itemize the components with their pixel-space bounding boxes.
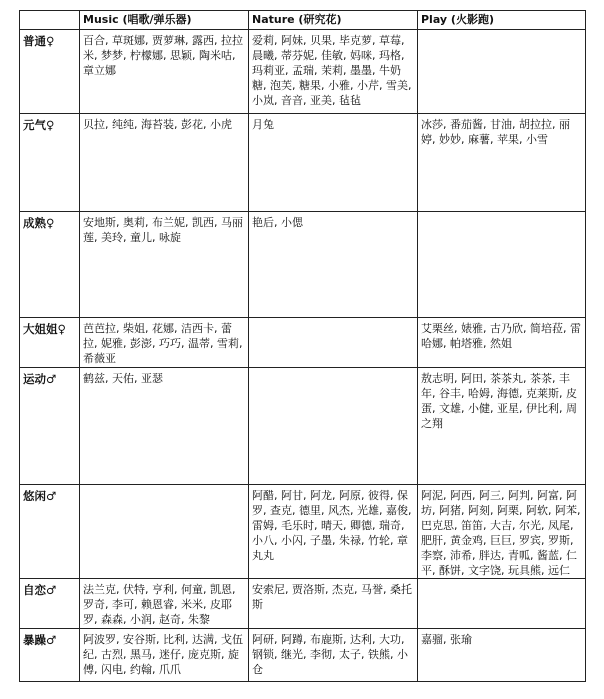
table-cell-music: 芭芭拉, 柴姐, 花娜, 洁西卡, 蕾拉, 妮雅, 彭澎, 巧巧, 温蒂, 雪莉, 希薇亚 [80,318,249,368]
table-cell-nature: 阿研, 阿蹲, 布鹿斯, 达利, 大功, 钢锁, 继光, 李彻, 太子, 铁熊, 小仓 [249,629,418,682]
table-cell-nature [249,318,418,368]
table-cell-nature: 月兔 [249,114,418,212]
table-cell-nature: 阿醋, 阿甘, 阿龙, 阿原, 彼得, 保罗, 查克, 德里, 风杰, 光雄, 嘉俊, 雷姆, 毛乐时, 晴天, 卿德, 瑞奇, 小八, 小闪, 子墨, 朱禄, 竹轮, 章丸丸 [249,485,418,579]
row-header: 成熟♀ [20,212,80,318]
row-header: 普通♀ [20,30,80,114]
table-cell-music [80,485,249,579]
table-cell-play: 敖志明, 阿田, 茶茶丸, 茶茶, 丰年, 谷丰, 哈姆, 海德, 克莱斯, 皮蛋, 文雄, 小健, 亚星, 伊比利, 周之翔 [418,368,586,485]
row-header: 运动♂ [20,368,80,485]
villager-personality-hobby-table [19,10,586,682]
row-header: 自恋♂ [20,579,80,629]
table-row [20,30,586,114]
column-header-nature: Nature (研究花) [249,11,418,30]
column-header-play: Play (火影跑) [418,11,586,30]
table-cell-music: 贝拉, 纯纯, 海苔装, 彭花, 小虎 [80,114,249,212]
table-row [20,212,586,318]
table-row [20,485,586,579]
column-header-music: Music (唱歌/弹乐器) [80,11,249,30]
row-header: 悠闲♂ [20,485,80,579]
table-cell-music: 阿波罗, 安谷斯, 比利, 达满, 戈伍纪, 古烈, 黑马, 迷仔, 庞克斯, 旋傅, 闪电, 约翰, 爪爪 [80,629,249,682]
table-cell-nature [249,368,418,485]
table-cell-play: 艾栗丝, 婊雅, 古乃欣, 简培菈, 雷哈娜, 帕塔雅, 然姐 [418,318,586,368]
table-row [20,579,586,629]
table-cell-play [418,579,586,629]
row-header: 暴躁♂ [20,629,80,682]
table-cell-nature: 艳后, 小偲 [249,212,418,318]
table-cell-music: 法兰克, 伏特, 亨利, 何童, 凯恩, 罗奇, 李可, 赖恩睿, 米米, 皮耶罗, 森森, 小润, 赵奇, 朱黎 [80,579,249,629]
table-row [20,368,586,485]
table-row [20,114,586,212]
corner-header [20,11,80,30]
table-cell-play: 嘉骝, 张瑜 [418,629,586,682]
row-header: 大姐姐♀ [20,318,80,368]
table-row [20,629,586,682]
table-cell-nature: 爱莉, 阿妹, 贝果, 毕克萝, 草莓, 晨曦, 蒂芬妮, 佳敏, 妈咪, 玛格, 玛莉亚, 孟瑞, 茉莉, 墨墨, 牛奶糖, 泡芙, 糖果, 小雅, 小芹, 雪美, 小岚, 音音, 亚美, 毡毡 [249,30,418,114]
table-row [20,318,586,368]
table-cell-play [418,30,586,114]
table-cell-music: 鹤兹, 天佑, 亚瑟 [80,368,249,485]
table-cell-play: 冰莎, 番茄酱, 甘油, 胡拉拉, 丽婷, 妙妙, 麻薯, 苹果, 小雪 [418,114,586,212]
row-header: 元气♀ [20,114,80,212]
table-cell-music: 安地斯, 奥莉, 布兰妮, 凯西, 马丽莲, 美玲, 童儿, 咏旋 [80,212,249,318]
header-row [20,11,586,30]
table-cell-music: 百合, 草斑娜, 贾萝琳, 露西, 拉拉米, 梦梦, 柠檬娜, 思颖, 陶米咕, 章立娜 [80,30,249,114]
table-cell-play [418,212,586,318]
table-cell-play: 阿泥, 阿西, 阿三, 阿判, 阿富, 阿坊, 阿猪, 阿刻, 阿栗, 阿软, 阿苯, 巴克思, 笛笛, 大吉, 尔光, 凤尾, 肥肝, 黄金鸡, 巨巨, 罗宾, 罗斯, 李察, 沛希, 胖达, 青呱, 酱蓝, 仁平, 酥饼, 文字饶, 玩具熊, 远仁 [418,485,586,579]
table-cell-nature: 安索尼, 贾洛斯, 杰克, 马誉, 桑托斯 [249,579,418,629]
